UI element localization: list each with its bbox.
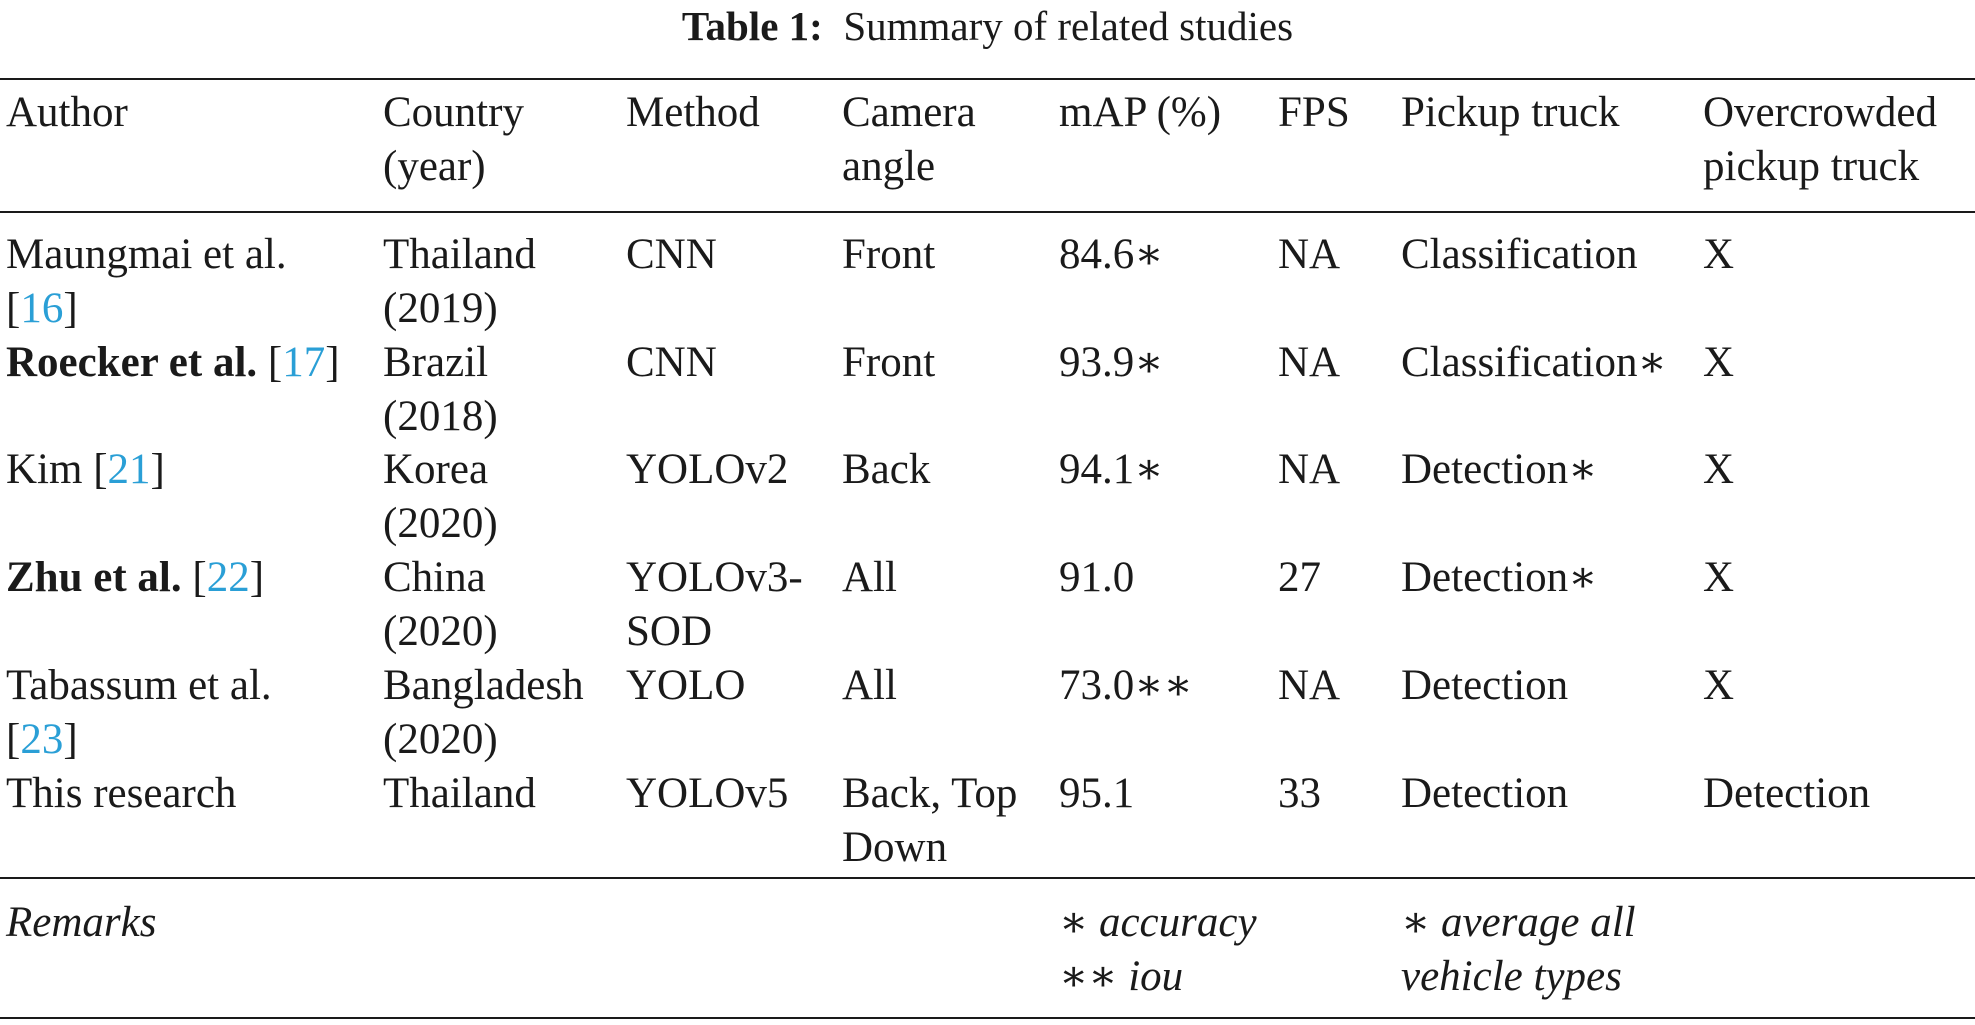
map-cell: 91.0 (1059, 554, 1135, 601)
overcrowded-cell: Detection (1703, 770, 1871, 817)
method-cell (626, 551, 803, 659)
citation: [16] (6, 285, 78, 332)
citation: [22] (192, 554, 265, 601)
fps-cell: NA (1278, 662, 1341, 709)
pickup-truck-cell: Detection (1401, 662, 1569, 709)
header-fps-line: FPS (1278, 89, 1350, 136)
country-cell-line: Thailand (383, 231, 536, 278)
header-country (383, 86, 524, 194)
pickup-truck-cell: Detection (1401, 770, 1569, 817)
author-cell (6, 551, 264, 605)
header-overcrowded-line: Overcrowded (1703, 89, 1938, 136)
country-cell (383, 767, 536, 821)
method-cell-line: CNN (626, 339, 717, 386)
method-cell (626, 659, 745, 713)
country-cell-line: (2019) (383, 285, 498, 332)
camera-angle-cell-line: Front (842, 339, 936, 386)
country-cell-line: Brazil (383, 339, 489, 386)
camera-angle-cell-line: Back, Top (842, 770, 1018, 817)
map-cell: 73.0∗∗ (1059, 662, 1193, 709)
overcrowded-cell: X (1703, 231, 1735, 278)
country-cell-line: Korea (383, 446, 489, 493)
camera-angle-cell (842, 551, 897, 605)
country-cell-line: China (383, 554, 486, 601)
fps-cell: NA (1278, 339, 1341, 386)
remarks-map-notes-line: ∗∗ iou (1059, 953, 1184, 1000)
header-overcrowded-line: pickup truck (1703, 143, 1920, 190)
author-cell (6, 767, 236, 821)
map-cell: 84.6∗ (1059, 231, 1164, 278)
camera-angle-cell-line: Down (842, 824, 948, 871)
remarks-pickup-notes-line: vehicle types (1401, 953, 1622, 1000)
country-cell-line: Thailand (383, 770, 536, 817)
citation: [17] (267, 339, 340, 386)
author-cell (6, 336, 340, 390)
header-map-line: mAP (%) (1059, 89, 1222, 136)
method-cell-line: YOLOv2 (626, 446, 789, 493)
country-cell-line: (2020) (383, 716, 498, 763)
country-cell-line: Bangladesh (383, 662, 584, 709)
author-name: Kim (6, 446, 83, 493)
camera-angle-cell-line: All (842, 554, 897, 601)
citation: [21] (93, 446, 165, 493)
fps-cell: NA (1278, 446, 1341, 493)
header-camera-line: angle (842, 143, 936, 190)
top-rule (0, 78, 1975, 80)
body-bottom-rule (0, 877, 1975, 879)
header-method-line: Method (626, 89, 760, 136)
author-cell (6, 228, 287, 336)
method-cell (626, 336, 717, 390)
country-cell (383, 443, 498, 551)
remarks-map-notes (1059, 896, 1257, 1004)
overcrowded-cell: X (1703, 446, 1735, 493)
reference-link[interactable]: 16 (20, 285, 64, 332)
header-pickup-line: Pickup truck (1401, 89, 1620, 136)
map-cell: 95.1 (1059, 770, 1135, 817)
overcrowded-cell: X (1703, 339, 1735, 386)
header-pickup (1401, 86, 1620, 140)
author-cell (6, 443, 165, 497)
method-cell-line: SOD (626, 608, 713, 655)
header-fps (1278, 86, 1350, 140)
header-country-line: Country (383, 89, 524, 136)
method-cell (626, 228, 717, 282)
camera-angle-cell-line: All (842, 662, 897, 709)
header-map (1059, 86, 1221, 140)
method-cell-line: YOLOv5 (626, 770, 789, 817)
pickup-truck-cell: Classification∗ (1401, 339, 1667, 386)
author-name: Maungmai et al. (6, 231, 287, 278)
reference-link[interactable]: 22 (206, 554, 250, 601)
remarks-pickup-notes-line: ∗ average all (1401, 899, 1636, 946)
remarks-map-notes-line: ∗ accuracy (1059, 899, 1257, 946)
remarks-pickup-notes (1401, 896, 1636, 1004)
method-cell (626, 443, 788, 497)
reference-link[interactable]: 23 (20, 716, 64, 763)
overcrowded-cell: X (1703, 554, 1735, 601)
reference-link[interactable]: 21 (107, 446, 151, 493)
header-author (6, 86, 128, 140)
country-cell (383, 336, 498, 444)
header-country-line: (year) (383, 143, 486, 190)
camera-angle-cell (842, 443, 930, 497)
camera-angle-cell (842, 228, 935, 282)
country-cell (383, 228, 536, 336)
method-cell-line: YOLOv3- (626, 554, 803, 601)
author-name: Roecker et al. (6, 339, 258, 386)
fps-cell: NA (1278, 231, 1341, 278)
author-cell (6, 659, 272, 767)
fps-cell: 27 (1278, 554, 1321, 601)
camera-angle-cell (842, 336, 935, 390)
caption-label: Table 1: (681, 3, 823, 49)
pickup-truck-cell: Detection∗ (1401, 446, 1598, 493)
map-cell: 93.9∗ (1059, 339, 1164, 386)
overcrowded-cell: X (1703, 662, 1735, 709)
method-cell (626, 767, 788, 821)
pickup-truck-cell: Detection∗ (1401, 554, 1598, 601)
country-cell-line: (2020) (383, 500, 498, 547)
author-name: Tabassum et al. (6, 662, 272, 709)
table-caption (0, 2, 1975, 50)
map-cell: 94.1∗ (1059, 446, 1164, 493)
header-rule (0, 211, 1975, 213)
header-author-line: Author (6, 89, 128, 136)
camera-angle-cell (842, 659, 897, 713)
author-name: Zhu et al. (6, 554, 182, 601)
citation: [23] (6, 716, 78, 763)
header-method (626, 86, 760, 140)
bottom-rule (0, 1017, 1975, 1019)
method-cell-line: CNN (626, 231, 717, 278)
country-cell (383, 659, 584, 767)
camera-angle-cell-line: Back (842, 446, 931, 493)
camera-angle-cell (842, 767, 1017, 875)
author-name: This research (6, 770, 237, 817)
fps-cell: 33 (1278, 770, 1321, 817)
header-camera (842, 86, 976, 194)
remarks-label: Remarks (6, 899, 157, 946)
header-overcrowded (1703, 86, 1937, 194)
reference-link[interactable]: 17 (282, 339, 326, 386)
country-cell-line: (2018) (383, 393, 498, 440)
header-camera-line: Camera (842, 89, 976, 136)
country-cell-line: (2020) (383, 608, 498, 655)
method-cell-line: YOLO (626, 662, 746, 709)
caption-text: Summary of related studies (843, 3, 1294, 49)
camera-angle-cell-line: Front (842, 231, 936, 278)
country-cell (383, 551, 498, 659)
pickup-truck-cell: Classification (1401, 231, 1638, 278)
